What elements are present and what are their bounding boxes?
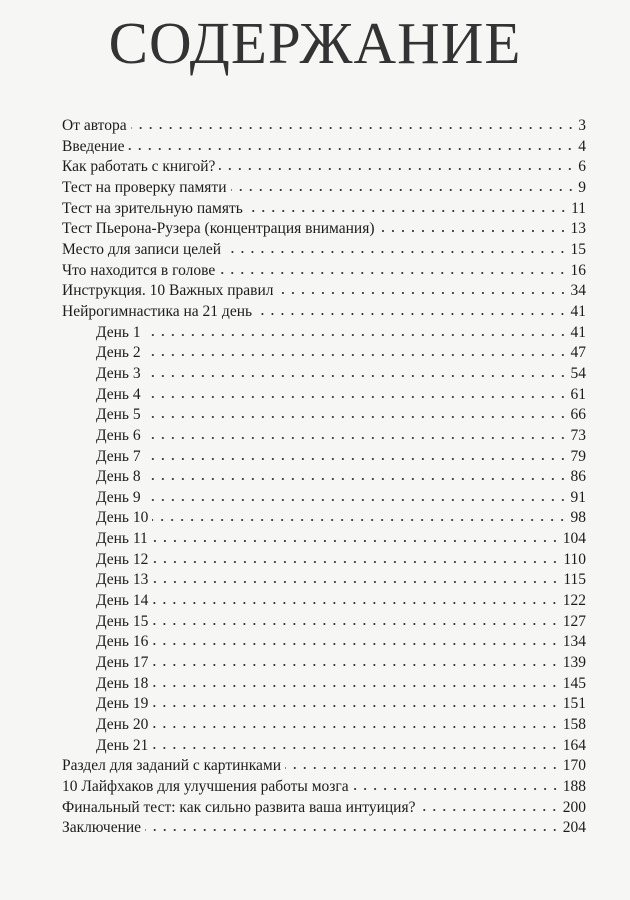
toc-entry — [62, 259, 586, 280]
toc-dot-leader — [247, 198, 568, 214]
toc-dot-leader — [145, 404, 568, 420]
toc-page-number: 47 — [570, 344, 586, 362]
toc-dot-leader — [145, 817, 560, 833]
toc-subentry — [62, 589, 586, 610]
toc-entry-label: День 13 — [96, 571, 149, 589]
toc-entry-label: День 11 — [96, 530, 148, 548]
toc-entry-label: Тест Пьерона-Рузера (концентрация внимания) — [62, 220, 375, 238]
toc-entry-label: Что находится в голове — [62, 261, 216, 279]
toc-subentry — [62, 527, 586, 548]
toc-subentry — [62, 548, 586, 569]
toc-subentry — [62, 403, 586, 424]
toc-dot-leader — [128, 136, 575, 152]
toc-entry-label: От автора — [62, 117, 127, 134]
toc-dot-leader — [285, 755, 560, 771]
toc-dot-leader — [219, 156, 575, 172]
toc-subentry — [62, 341, 586, 362]
toc-page-number: 115 — [563, 571, 586, 589]
table-of-contents — [62, 114, 586, 837]
toc-entry-label: 10 Лайфхаков для улучшения работы мозга — [62, 778, 349, 795]
toc-entry — [62, 816, 586, 837]
toc-page-number: 127 — [562, 612, 586, 630]
toc-entry-label: День 20 — [96, 716, 149, 734]
toc-entry-label: Заключение — [62, 819, 142, 837]
toc-dot-leader — [152, 507, 567, 523]
toc-entry-label: День 9 — [96, 488, 141, 506]
toc-page-number: 54 — [570, 364, 586, 382]
toc-page-number: 73 — [570, 426, 586, 444]
toc-page-number: 86 — [570, 468, 586, 486]
toc-page-number: 200 — [562, 798, 586, 816]
toc-subentry — [62, 445, 586, 466]
toc-entry-label: День 7 — [96, 447, 141, 465]
toc-entry — [62, 238, 586, 259]
toc-entry — [62, 775, 586, 796]
toc-dot-leader — [152, 528, 560, 544]
toc-page-number: 11 — [571, 199, 586, 217]
toc-dot-leader — [152, 673, 559, 689]
toc-page-number: 79 — [570, 447, 586, 465]
toc-entry-label: День 18 — [96, 674, 149, 692]
toc-subentry — [62, 362, 586, 383]
toc-entry-label: День 12 — [96, 550, 149, 568]
toc-page-number: 104 — [562, 530, 586, 548]
toc-entry — [62, 217, 586, 238]
toc-dot-leader — [145, 342, 568, 358]
toc-page-number: 13 — [570, 220, 586, 238]
toc-dot-leader — [145, 446, 568, 462]
toc-dot-leader — [145, 384, 568, 400]
toc-entry-label: Финальный тест: как сильно развита ваша интуиция? — [62, 798, 416, 816]
toc-page-number: 91 — [570, 488, 586, 506]
toc-page-number: 139 — [562, 654, 586, 672]
toc-dot-leader — [145, 466, 568, 482]
toc-entry — [62, 279, 586, 300]
toc-entry-label: День 8 — [96, 468, 141, 486]
toc-page-number: 41 — [570, 323, 586, 341]
toc-dot-leader — [225, 239, 567, 255]
toc-page-number: 6 — [578, 158, 586, 176]
toc-dot-leader — [353, 776, 560, 792]
toc-dot-leader — [152, 549, 560, 565]
toc-page-number: 145 — [562, 674, 586, 692]
toc-entry-label: День 17 — [96, 654, 149, 672]
toc-dot-leader — [145, 487, 568, 503]
toc-subentry — [62, 630, 586, 651]
toc-entry-label: Раздел для заданий с картинками — [62, 757, 281, 775]
toc-page-number: 41 — [570, 302, 586, 320]
toc-entry-label: Как работать с книгой? — [62, 158, 216, 176]
toc-dot-leader — [152, 652, 559, 668]
toc-dot-leader — [231, 177, 576, 193]
toc-dot-leader — [145, 425, 568, 441]
toc-dot-leader — [145, 322, 568, 338]
toc-entry-label: День 21 — [96, 736, 149, 754]
toc-entry — [62, 796, 586, 817]
toc-dot-leader — [379, 218, 568, 234]
toc-entry-label: День 10 — [96, 509, 149, 527]
toc-page-number: 9 — [578, 178, 586, 196]
toc-entry — [62, 155, 586, 176]
toc-dot-leader — [131, 115, 576, 131]
toc-page-number: 4 — [578, 137, 586, 155]
toc-subentry — [62, 486, 586, 507]
toc-page-number: 151 — [562, 695, 586, 713]
toc-entry-label: День 3 — [96, 364, 141, 382]
toc-dot-leader — [152, 631, 559, 647]
toc-page-number: 16 — [570, 261, 586, 279]
toc-subentry — [62, 383, 586, 404]
toc-dot-leader — [152, 714, 559, 730]
toc-entry-label: Тест на зрительную память — [62, 199, 243, 217]
toc-subentry — [62, 506, 586, 527]
toc-dot-leader — [145, 363, 568, 379]
toc-subentry — [62, 672, 586, 693]
toc-page-number: 122 — [562, 592, 586, 610]
toc-subentry — [62, 424, 586, 445]
toc-entry — [62, 300, 586, 321]
toc-page-number: 164 — [562, 736, 586, 754]
toc-page-number: 110 — [563, 550, 586, 568]
toc-subentry — [62, 713, 586, 734]
toc-subentry — [62, 568, 586, 589]
toc-dot-leader — [419, 797, 559, 813]
toc-page-number: 15 — [570, 240, 586, 258]
toc-entry-label: День 5 — [96, 406, 141, 424]
toc-dot-leader — [152, 590, 559, 606]
toc-entry-label: День 4 — [96, 385, 141, 403]
toc-page-number: 34 — [570, 282, 586, 300]
toc-entry-label: День 16 — [96, 633, 149, 651]
toc-dot-leader — [152, 611, 559, 627]
toc-subentry — [62, 610, 586, 631]
toc-page-number: 204 — [562, 819, 586, 837]
toc-entry-label: Нейрогимнастика на 21 день — [62, 302, 253, 320]
toc-entry-label: День 1 — [96, 323, 141, 341]
toc-subentry — [62, 651, 586, 672]
toc-dot-leader — [278, 280, 568, 296]
toc-entry-label: День 2 — [96, 344, 141, 362]
toc-entry-label: Инструкция. 10 Важных правил — [62, 282, 274, 300]
page-title: СОДЕРЖАНИЕ — [108, 10, 522, 76]
toc-page-number: 98 — [570, 509, 586, 527]
toc-entry — [62, 114, 586, 135]
toc-page-number: 188 — [562, 778, 586, 795]
toc-page-number: 66 — [570, 406, 586, 424]
toc-page-number: 3 — [578, 117, 586, 134]
toc-entry-label: День 14 — [96, 592, 149, 610]
toc-page-number: 134 — [562, 633, 586, 651]
toc-page-number: 170 — [562, 757, 586, 775]
toc-entry — [62, 197, 586, 218]
toc-entry-label: Место для записи целей — [62, 240, 222, 258]
toc-entry-label: Введение — [62, 137, 125, 155]
toc-entry — [62, 135, 586, 156]
toc-dot-leader — [152, 569, 560, 585]
toc-entry-label: Тест на проверку памяти — [62, 178, 227, 196]
toc-subentry — [62, 692, 586, 713]
toc-dot-leader — [152, 693, 559, 709]
toc-page-number: 61 — [570, 385, 586, 403]
toc-subentry — [62, 465, 586, 486]
toc-entry-label: День 15 — [96, 612, 149, 630]
toc-dot-leader — [219, 260, 567, 276]
toc-page-number: 158 — [562, 716, 586, 734]
toc-dot-leader — [256, 301, 567, 317]
toc-subentry — [62, 321, 586, 342]
toc-entry — [62, 176, 586, 197]
toc-entry — [62, 754, 586, 775]
toc-dot-leader — [152, 735, 559, 751]
toc-subentry — [62, 734, 586, 755]
toc-entry-label: День 19 — [96, 695, 149, 713]
toc-entry-label: День 6 — [96, 426, 141, 444]
